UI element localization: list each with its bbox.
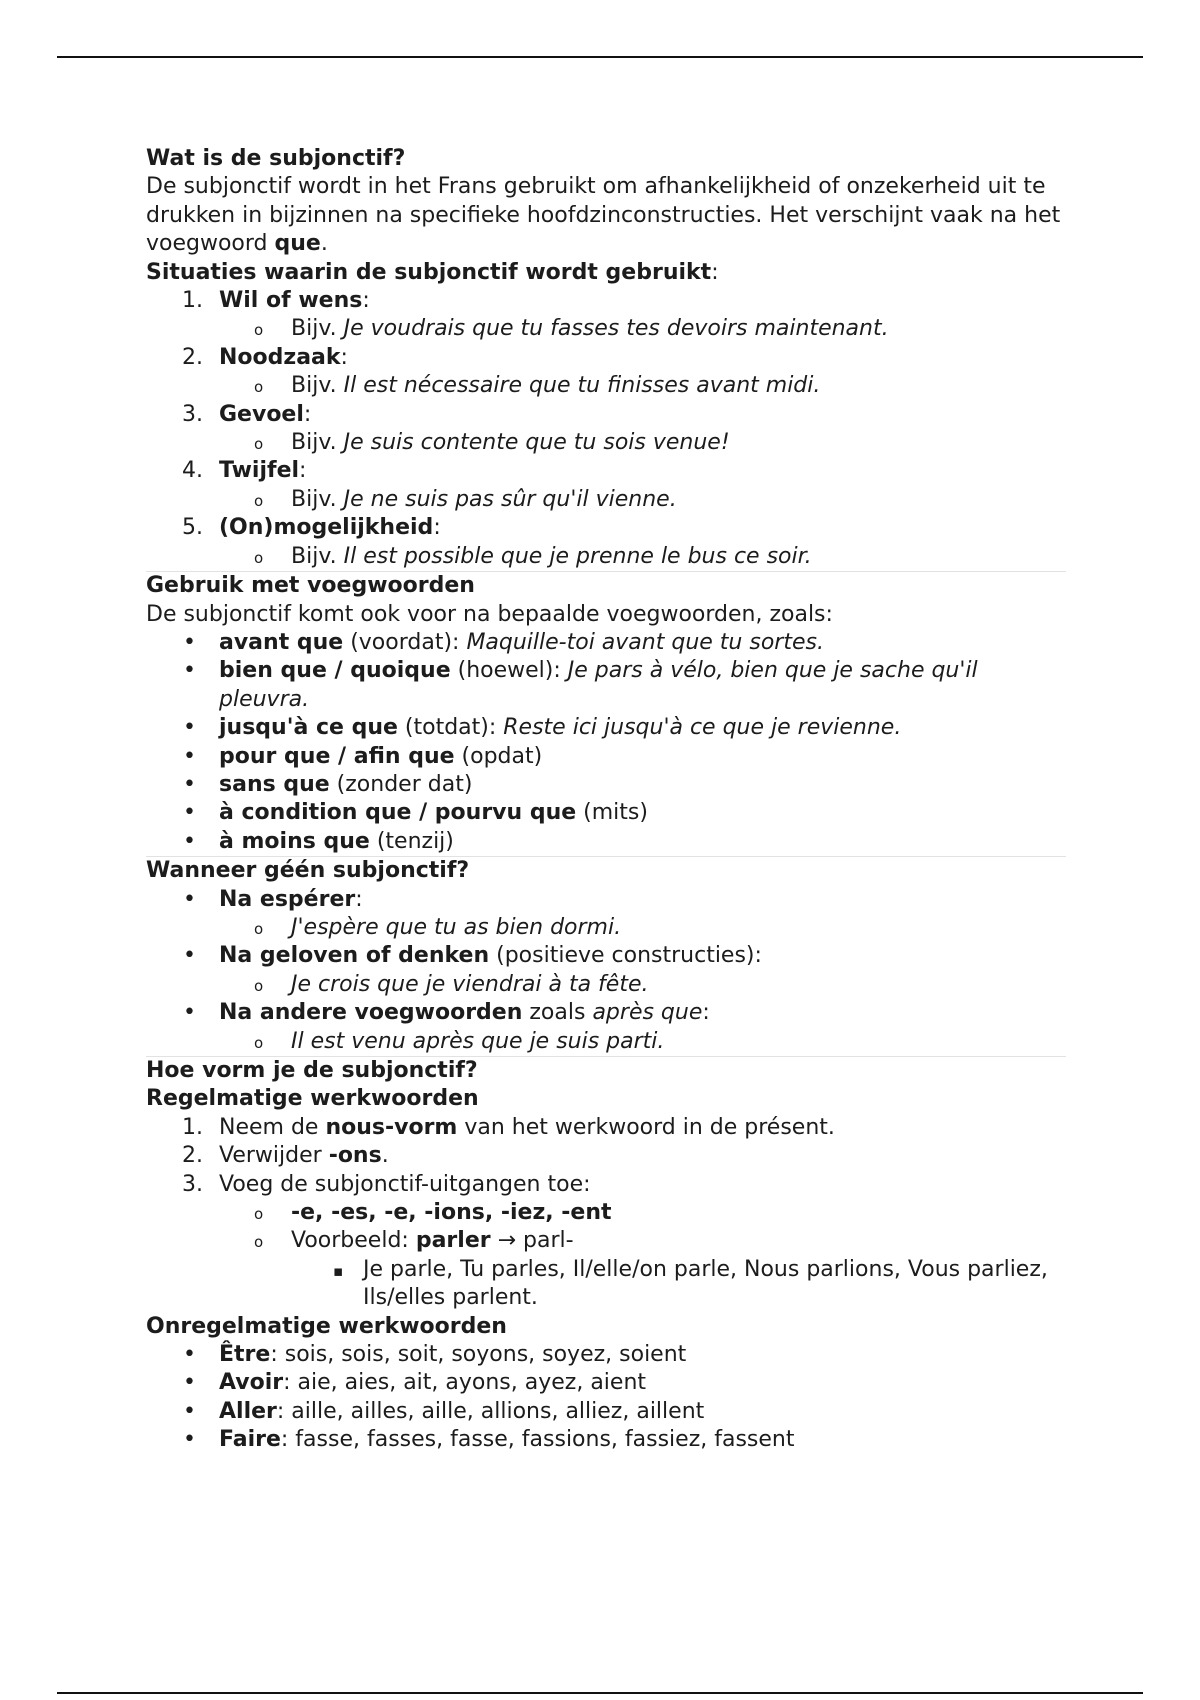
bullet-icon: • [183,886,196,912]
circle-bullet-icon: o [254,1233,264,1252]
circle-bullet-icon: o [254,919,264,938]
circle-bullet-icon: o [254,1033,264,1052]
bullet-icon: • [183,1000,196,1026]
list-item: • Aller: aille, ailles, aille, allions, alliez, aillent [146,1398,1066,1426]
example-item: o Bijv. Il est nécessaire que tu finisses avant midi. [146,372,1066,400]
list-item: 1. Wil of wens: [182,288,370,314]
example-item: o Voorbeeld: parler → parl- [146,1227,1066,1255]
bullet-icon: • [183,629,196,655]
bullet-icon: • [183,1427,196,1453]
circle-bullet-icon: o [254,321,264,340]
top-rule [57,56,1143,58]
example-item: o Je crois que je viendrai à ta fête. [146,971,1066,999]
list-item: 1. Neem de nous-vorm van het werkwoord in de présent. [182,1114,835,1140]
circle-bullet-icon: o [254,976,264,995]
circle-bullet-icon: o [254,435,264,454]
bullet-icon: • [183,658,196,684]
circle-bullet-icon: o [254,378,264,397]
bullet-icon: • [183,943,196,969]
list-item: • bien que / quoique (hoewel): Je pars à vélo, bien que je sache qu'il pleuvra. [146,657,1066,714]
steps-list [146,1114,1066,1313]
circle-bullet-icon: o [254,1205,264,1224]
list-item: • avant que (voordat): Maquille-toi avant que tu sortes. [146,629,1066,657]
conjunctions-list [146,629,1066,856]
list-item: • pour que / afin que (opdat) [146,743,1066,771]
bullet-icon: • [183,771,196,797]
bottom-rule [57,1692,1143,1694]
example-item: o Il est venu après que je suis parti. [146,1028,1066,1056]
exceptions-list [146,886,1066,1056]
square-bullet-icon: ▪ [333,1261,344,1280]
list-item: • Être: sois, sois, soit, soyons, soyez, soient [146,1341,1066,1369]
intro-paragraph: De subjonctif komt ook voor na bepaalde voegwoorden, zoals: [146,601,833,627]
list-item: • Na espérer: [146,886,1066,914]
list-item: • à condition que / pourvu que (mits) [146,799,1066,827]
list-item: 3. Gevoel: [182,401,312,427]
example-item: o Bijv. Il est possible que je prenne le bus ce soir. [146,543,1066,571]
intro-paragraph: De subjonctif wordt in het Frans gebruikt om afhankelijkheid of onzekerheid uit te drukken in bijzinnen na specifieke hoofdzinconstructies. Het verschijnt vaak na het voegwoord que. [146,174,1061,257]
example-item: o Bijv. Je voudrais que tu fasses tes devoirs maintenant. [146,315,1066,343]
document-body [146,145,1066,1455]
list-item: 2. Verwijder -ons. [182,1143,389,1169]
section-title: Hoe vorm je de subjonctif? [146,1058,478,1083]
list-item: 2. Noodzaak: [182,344,348,370]
bullet-icon: • [183,1398,196,1424]
conjugation-item: ▪ Je parle, Tu parles, Il/elle/on parle, Nous parlions, Vous parliez, Ils/elles parlent. [333,1256,1048,1311]
bullet-icon: • [183,743,196,769]
list-item: • Faire: fasse, fasses, fasse, fassions, fassiez, fassent [146,1426,1066,1454]
section-title: Wat is de subjonctif? [146,146,406,171]
example-item: o Bijv. Je ne suis pas sûr qu'il vienne. [146,486,1066,514]
situations-list [146,287,1066,571]
example-item: o J'espère que tu as bien dormi. [146,914,1066,942]
list-item: • à moins que (tenzij) [146,828,1066,856]
list-item: • Na geloven of denken (positieve constructies): [146,942,1066,970]
bullet-icon: • [183,1370,196,1396]
section-title: Gebruik met voegwoorden [146,573,475,599]
section-title: Wanneer géén subjonctif? [146,858,470,884]
example-item: o Bijv. Je suis contente que tu sois venue! [146,429,1066,457]
circle-bullet-icon: o [254,491,264,510]
bullet-icon: • [183,828,196,854]
irregular-verbs-list [146,1341,1066,1455]
bullet-icon: • [183,1342,196,1368]
subsection-title: Regelmatige werkwoorden [146,1086,479,1112]
bullet-icon: • [183,800,196,826]
circle-bullet-icon: o [254,548,264,567]
bullet-icon: • [183,715,196,741]
list-item: • jusqu'à ce que (totdat): Reste ici jusqu'à ce que je revienne. [146,714,1066,742]
subsection-title: Onregelmatige werkwoorden [146,1313,507,1339]
list-item: • Avoir: aie, aies, ait, ayons, ayez, aient [146,1369,1066,1397]
list-item: 3. Voeg de subjonctif-uitgangen toe: [182,1171,591,1197]
list-item: 5. (On)mogelijkheid: [182,515,441,541]
list-item: • Na andere voegwoorden zoals après que: [146,999,1066,1027]
situations-heading: Situaties waarin de subjonctif wordt gebruikt: [146,259,719,285]
list-item: 4. Twijfel: [182,458,307,484]
list-item: • sans que (zonder dat) [146,771,1066,799]
endings-item: o -e, -es, -e, -ions, -iez, -ent [146,1199,1066,1227]
